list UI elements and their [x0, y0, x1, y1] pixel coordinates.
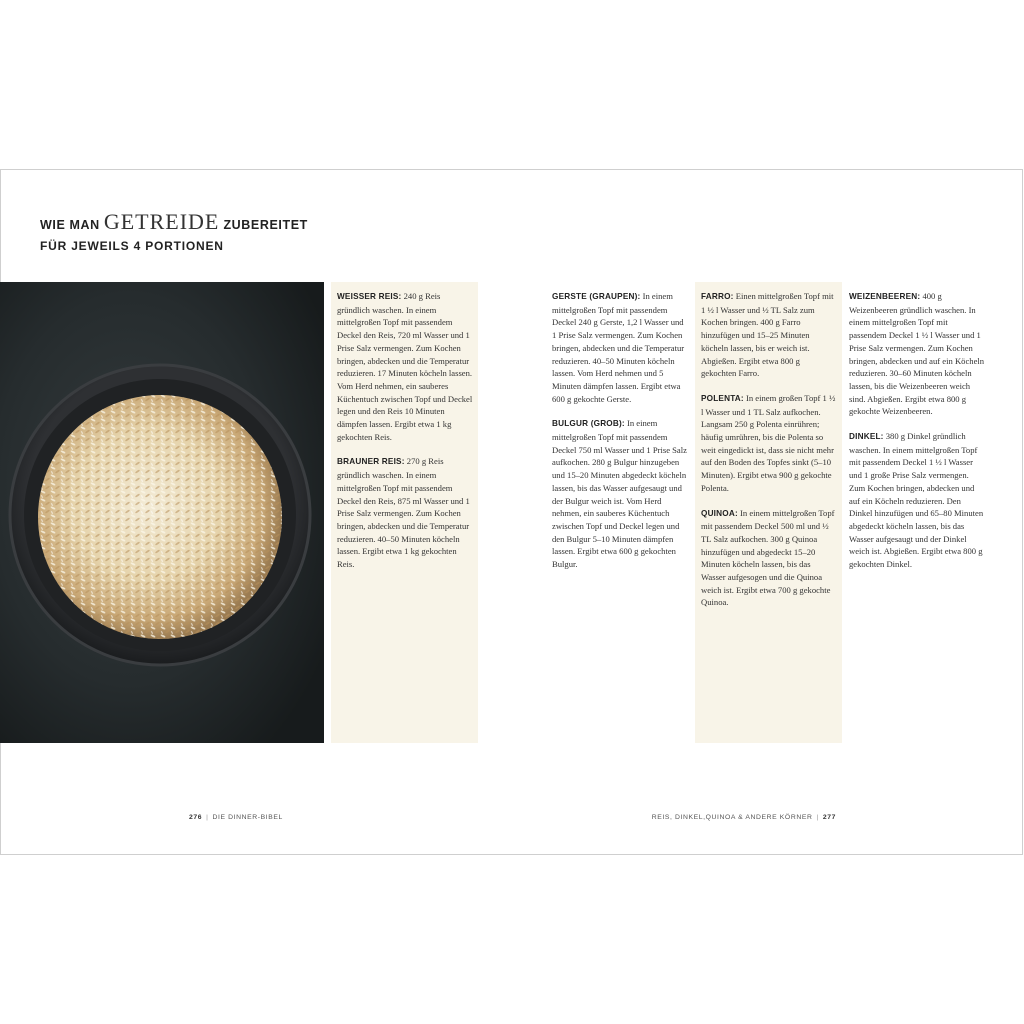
recipe-column-2 — [552, 290, 688, 583]
recipe-barley — [552, 290, 688, 405]
footer-separator: | — [816, 814, 819, 821]
recipe-label: DINKEL: — [849, 432, 884, 442]
recipe-column-1 — [337, 290, 473, 583]
rice-bowl-photo — [0, 282, 324, 743]
recipe-bulgur — [552, 417, 688, 570]
recipe-text: In einem mittelgroßen Topf mit passendem Deckel 240 g Gerste, 1,2 l Wasser und 1 Prise Salz vermengen. Zum Kochen bringen, abdecken und die Temperatur reduzieren. 40–50 Minuten köcheln lassen. Vom Herd nehmen und 5 Minuten dämpfen lassen. Ergibt etwa 600 g gekochte Gerste. — [552, 291, 685, 404]
recipe-label: BULGUR (GROB): — [552, 419, 625, 429]
footer-separator: | — [206, 814, 209, 821]
recipe-label: GERSTE (GRAUPEN): — [552, 292, 641, 301]
recipe-white-rice — [337, 290, 473, 443]
recipe-text: In einem großen Topf 1 ½ l Wasser und 1 TL Salz aufkochen. Langsam 250 g Polenta einrühren; häufig umrühren, bis die Polenta so weit eingedickt ist, dass sie nicht mehr auf den Boden des Topfes sinkt (5–10 Minuten). Ergibt etwa 900 g gekochte Polenta. — [701, 392, 836, 493]
recipe-label: WEIZENBEEREN: — [849, 292, 921, 301]
recipe-label: BRAUNER REIS: — [337, 457, 405, 467]
rice-bowl-illustration — [0, 282, 324, 743]
recipe-label: WEISSER REIS: — [337, 292, 402, 301]
recipe-column-4 — [849, 290, 985, 583]
recipe-label: QUINOA: — [701, 508, 738, 518]
running-title-left: DIE DINNER-BIBEL — [212, 814, 283, 821]
title-prefix: WIE MAN — [40, 218, 100, 232]
recipe-column-3 — [701, 290, 837, 621]
recipe-quinoa — [701, 507, 837, 610]
page-subtitle: FÜR JEWEILS 4 PORTIONEN — [40, 239, 224, 253]
footer-left — [189, 814, 283, 821]
recipe-text: 400 g Weizenbeeren gründlich waschen. In einem mittelgroßen Topf mit passendem Deckel 1 ½ l Wasser und 1 Prise Salz vermengen. Zum Kochen bringen, abdecken und auf ein Köcheln reduzieren. 30–60 Minuten köcheln lassen, bis die Weizenbeeren weich sind. Abgießen. Ergibt etwa 800 g gekochte Weizenbeeren. — [849, 291, 985, 417]
recipe-text: 380 g Dinkel gründlich waschen. In einem mittelgroßen Topf mit passendem Deckel 1 ½ l Wasser und 1 große Prise Salz vermengen. Zum Kochen bringen, abdecken und auf ein Köcheln reduzieren. Den Dinkel hinzufügen und 65–80 Minuten abgedeckt köcheln lassen, bis das Wasser aufgesaugt und der Dinkel weich ist. Abgießen. Ergibt etwa 800 g gekochten Dinkel. — [849, 431, 984, 570]
page-heading — [40, 211, 308, 253]
page-number-right: 277 — [822, 814, 836, 821]
recipe-label: FARRO: — [701, 292, 734, 301]
recipe-farro — [701, 290, 837, 380]
recipe-polenta — [701, 392, 837, 495]
page-number-left: 276 — [189, 814, 203, 821]
page-title — [40, 211, 308, 233]
recipe-spelt — [849, 430, 985, 571]
recipe-wheat-berries — [849, 290, 985, 418]
recipe-text: In einem mittelgroßen Topf mit passendem Deckel 750 ml Wasser und 1 Prise Salz aufkochen. 280 g Bulgur hinzugeben und 15–20 Minuten abgedeckt köcheln lassen, bis das Wasser aufgesaugt und der Bulgur weich ist. Vom Herd nehmen, ein sauberes Küchentuch zwischen Topf und Deckel legen und den Bulgur 5–10 Minuten dämpfen lassen. Ergibt etwa 600 g gekochten Bulgur. — [552, 418, 687, 570]
title-emphasis: GETREIDE — [103, 209, 220, 234]
recipe-label: POLENTA: — [701, 393, 744, 403]
footer-right — [652, 814, 836, 821]
running-title-right: REIS, DINKEL,QUINOA & ANDERE KÖRNER — [651, 814, 813, 821]
recipe-text: Einen mittelgroßen Topf mit 1 ½ l Wasser und ½ TL Salz zum Kochen bringen. 400 g Farro hinzufügen und 15–25 Minuten köcheln lassen, bis er weich ist. Abgießen. Ergibt etwa 800 g gekochten Farro. — [701, 291, 834, 379]
title-suffix: ZUBEREITET — [223, 218, 308, 232]
recipe-text: 270 g Reis gründlich waschen. In einem mittelgroßen Topf mit passendem Deckel den Reis, 875 ml Wasser und 1 Prise Salz vermengen. Zum Kochen bringen, abdecken und die Temperatur reduzieren. 40–50 Minuten köcheln lassen. Ergibt etwa 1 kg gekochten Reis. — [337, 456, 470, 570]
recipe-text: In einem mittelgroßen Topf mit passendem Deckel 500 ml und ½ TL Salz aufkochen. 300 g Quinoa hinzufügen und abgedeckt 15–20 Minuten köcheln lassen, bis das Wasser aufgesogen und die Quinoa weich ist. Ergibt etwa 700 g gekochte Quinoa. — [701, 507, 835, 608]
recipe-brown-rice — [337, 455, 473, 570]
recipe-text: 240 g Reis gründlich waschen. In einem mittelgroßen Topf mit passendem Deckel den Reis, 720 ml Wasser und 1 Prise Salz vermengen. Zum Kochen bringen, abdecken und die Temperatur reduzieren. 17 Minuten köcheln lassen. Vom Herd nehmen, ein sauberes Küchentuch zwischen Topf und Deckel legen und den Reis 10 Minuten dämpfen lassen. Ergibt etwa 1 kg gekochten Reis. — [337, 291, 473, 442]
